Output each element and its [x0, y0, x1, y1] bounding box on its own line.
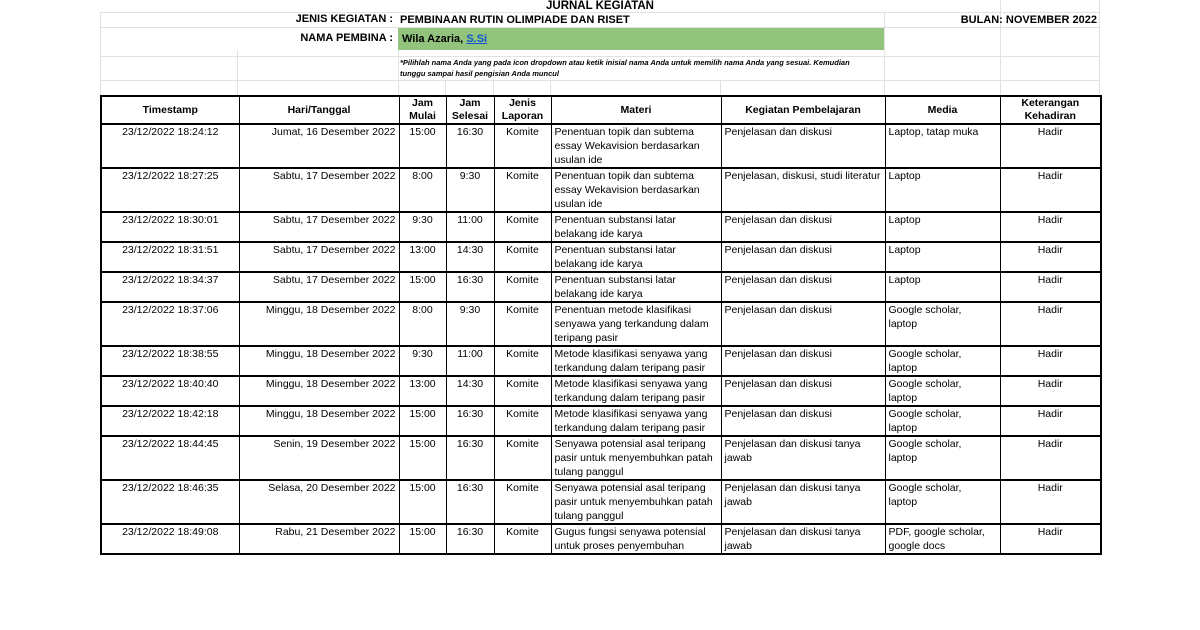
table-cell[interactable]: Komite	[494, 272, 551, 302]
table-cell[interactable]: Jumat, 16 Desember 2022	[239, 124, 399, 168]
table-row	[101, 302, 1101, 346]
column-header-kegiatan-pembelajaran[interactable]: Kegiatan Pembelajaran	[721, 96, 885, 124]
table-cell[interactable]: 23/12/2022 18:24:12	[101, 124, 239, 168]
table-cell[interactable]: PDF, google scholar, google docs	[885, 524, 1000, 554]
table-cell[interactable]: Komite	[494, 242, 551, 272]
pembina-degree-link[interactable]: S.Si	[466, 33, 488, 45]
table-row	[101, 212, 1101, 242]
table-cell[interactable]: Komite	[494, 346, 551, 376]
table-cell[interactable]: Penentuan substansi latar belakang ide karya	[551, 212, 721, 242]
table-cell[interactable]: 16:30	[446, 480, 494, 524]
table-cell[interactable]: Hadir	[1000, 272, 1101, 302]
table-cell[interactable]: 15:00	[399, 480, 446, 524]
table-cell[interactable]: Selasa, 20 Desember 2022	[239, 480, 399, 524]
table-cell[interactable]: 16:30	[446, 124, 494, 168]
table-cell[interactable]: Hadir	[1000, 436, 1101, 480]
table-cell[interactable]: Penjelasan dan diskusi	[721, 302, 885, 346]
table-cell[interactable]: Laptop	[885, 242, 1000, 272]
table-cell[interactable]: Hadir	[1000, 212, 1101, 242]
table-cell[interactable]: Penjelasan dan diskusi	[721, 346, 885, 376]
table-cell[interactable]: 23/12/2022 18:37:06	[101, 302, 239, 346]
column-header-keterangan-kehadiran[interactable]: Keterangan Kehadiran	[1000, 96, 1101, 124]
table-cell[interactable]: Laptop	[885, 272, 1000, 302]
dropdown-hint-note: *Pilihlah nama Anda yang pada icon dropdown atau ketik inisial nama Anda untuk memilih nama Anda yang sesuai. Kemudian tunggu sampai hasil pengisian Anda muncul	[400, 58, 850, 78]
table-row	[101, 406, 1101, 436]
table-cell[interactable]: Minggu, 18 Desember 2022	[239, 346, 399, 376]
spreadsheet-page	[100, 0, 1100, 630]
table-cell[interactable]: Senyawa potensial asal teripang pasir untuk menyembuhkan patah tulang panggul	[551, 480, 721, 524]
column-header-jenis-laporan[interactable]: Jenis Laporan	[494, 96, 551, 124]
table-cell[interactable]: Senyawa potensial asal teripang pasir untuk menyembuhkan patah tulang panggul	[551, 436, 721, 480]
gridline	[493, 80, 494, 95]
nama-pembina-label: NAMA PEMBINA :	[300, 32, 393, 44]
table-cell[interactable]: Penjelasan dan diskusi	[721, 406, 885, 436]
table-cell[interactable]: Laptop, tatap muka	[885, 124, 1000, 168]
table-cell[interactable]: Hadir	[1000, 346, 1101, 376]
table-row	[101, 168, 1101, 212]
table-cell[interactable]: 15:00	[399, 124, 446, 168]
table-cell[interactable]: Google scholar, laptop	[885, 406, 1000, 436]
table-cell[interactable]: Minggu, 18 Desember 2022	[239, 406, 399, 436]
table-cell[interactable]: Hadir	[1000, 124, 1101, 168]
table-cell[interactable]: Senin, 19 Desember 2022	[239, 436, 399, 480]
sheet-header-section	[100, 0, 1100, 95]
table-cell[interactable]: Minggu, 18 Desember 2022	[239, 302, 399, 346]
table-cell[interactable]: 23/12/2022 18:42:18	[101, 406, 239, 436]
table-cell[interactable]: 23/12/2022 18:30:01	[101, 212, 239, 242]
table-cell[interactable]: 23/12/2022 18:40:40	[101, 376, 239, 406]
table-cell[interactable]: 16:30	[446, 406, 494, 436]
table-cell[interactable]: 16:30	[446, 436, 494, 480]
bulan-value: BULAN: NOVEMBER 2022	[960, 14, 1097, 26]
table-cell[interactable]: 16:30	[446, 272, 494, 302]
table-row	[101, 480, 1101, 524]
table-row	[101, 524, 1101, 554]
table-cell[interactable]: Penentuan topik dan subtema essay Wekavision berdasarkan usulan ide	[551, 124, 721, 168]
table-cell[interactable]: 8:00	[399, 168, 446, 212]
table-row	[101, 242, 1101, 272]
table-cell[interactable]: 15:00	[399, 272, 446, 302]
table-cell[interactable]: Metode klasifikasi senyawa yang terkandung dalam teripang pasir	[551, 376, 721, 406]
table-cell[interactable]: 23/12/2022 18:27:25	[101, 168, 239, 212]
table-cell[interactable]: Komite	[494, 124, 551, 168]
table-cell[interactable]: 11:00	[446, 212, 494, 242]
table-cell[interactable]: 11:00	[446, 346, 494, 376]
table-cell[interactable]: 23/12/2022 18:38:55	[101, 346, 239, 376]
table-cell[interactable]: Komite	[494, 524, 551, 554]
table-header-row	[101, 96, 1101, 124]
table-cell[interactable]: Komite	[494, 212, 551, 242]
gridline	[100, 80, 1100, 81]
table-cell[interactable]: Penentuan topik dan subtema essay Wekavision berdasarkan usulan ide	[551, 168, 721, 212]
page-title: JURNAL KEGIATAN	[546, 0, 654, 12]
jenis-kegiatan-value: PEMBINAAN RUTIN OLIMPIADE DAN RISET	[400, 14, 630, 26]
table-cell[interactable]: Penjelasan dan diskusi	[721, 242, 885, 272]
pembina-name-cell[interactable]	[398, 28, 884, 50]
table-cell[interactable]: Metode klasifikasi senyawa yang terkandung dalam teripang pasir	[551, 346, 721, 376]
table-cell[interactable]: 23/12/2022 18:49:08	[101, 524, 239, 554]
column-header-hari-tanggal[interactable]: Hari/Tanggal	[239, 96, 399, 124]
column-header-jam-mulai[interactable]: Jam Mulai	[399, 96, 446, 124]
table-cell[interactable]: 23/12/2022 18:44:45	[101, 436, 239, 480]
table-cell[interactable]: Laptop	[885, 168, 1000, 212]
gridline	[884, 12, 885, 95]
table-cell[interactable]: 9:30	[446, 168, 494, 212]
table-cell[interactable]: Google scholar, laptop	[885, 346, 1000, 376]
table-cell[interactable]: Penjelasan dan diskusi	[721, 124, 885, 168]
table-cell[interactable]: Google scholar, laptop	[885, 376, 1000, 406]
table-cell[interactable]: Gugus fungsi senyawa potensial untuk proses penyembuhan	[551, 524, 721, 554]
table-row	[101, 376, 1101, 406]
table-cell[interactable]: 9:30	[399, 212, 446, 242]
table-cell[interactable]: Penentuan substansi latar belakang ide karya	[551, 242, 721, 272]
table-cell[interactable]: Komite	[494, 376, 551, 406]
table-cell[interactable]: Hadir	[1000, 376, 1101, 406]
table-row	[101, 124, 1101, 168]
gridline	[550, 80, 551, 95]
table-cell[interactable]: Penjelasan dan diskusi tanya jawab	[721, 436, 885, 480]
column-header-materi[interactable]: Materi	[551, 96, 721, 124]
table-cell[interactable]: Hadir	[1000, 406, 1101, 436]
table-cell[interactable]: Penjelasan dan diskusi tanya jawab	[721, 480, 885, 524]
table-cell[interactable]: 13:00	[399, 376, 446, 406]
table-cell[interactable]: 8:00	[399, 302, 446, 346]
table-cell[interactable]: Penjelasan dan diskusi	[721, 212, 885, 242]
table-row	[101, 436, 1101, 480]
table-cell[interactable]: 15:00	[399, 524, 446, 554]
table-cell[interactable]: Hadir	[1000, 302, 1101, 346]
gridline	[237, 50, 238, 95]
column-header-jam-selesai[interactable]: Jam Selesai	[446, 96, 494, 124]
table-cell[interactable]: Penjelasan dan diskusi	[721, 376, 885, 406]
table-cell[interactable]: 15:00	[399, 436, 446, 480]
journal-table	[100, 95, 1102, 555]
table-cell[interactable]: Penjelasan, diskusi, studi literatur	[721, 168, 885, 212]
table-cell[interactable]: Laptop	[885, 212, 1000, 242]
table-cell[interactable]: Hadir	[1000, 480, 1101, 524]
table-cell[interactable]: Penjelasan dan diskusi tanya jawab	[721, 524, 885, 554]
table-cell[interactable]: Hadir	[1000, 242, 1101, 272]
table-cell[interactable]: Minggu, 18 Desember 2022	[239, 376, 399, 406]
table-cell[interactable]: Sabtu, 17 Desember 2022	[239, 272, 399, 302]
table-cell[interactable]: Metode klasifikasi senyawa yang terkandung dalam teripang pasir	[551, 406, 721, 436]
table-cell[interactable]: Hadir	[1000, 524, 1101, 554]
table-cell[interactable]: 15:00	[399, 406, 446, 436]
table-cell[interactable]: 23/12/2022 18:34:37	[101, 272, 239, 302]
table-cell[interactable]: 23/12/2022 18:31:51	[101, 242, 239, 272]
table-cell[interactable]: 13:00	[399, 242, 446, 272]
column-header-media[interactable]: Media	[885, 96, 1000, 124]
table-cell[interactable]: Sabtu, 17 Desember 2022	[239, 168, 399, 212]
table-cell[interactable]: 14:30	[446, 376, 494, 406]
table-cell[interactable]: 16:30	[446, 524, 494, 554]
table-cell[interactable]: Hadir	[1000, 168, 1101, 212]
table-cell[interactable]: Komite	[494, 480, 551, 524]
table-cell[interactable]: 9:30	[399, 346, 446, 376]
table-cell[interactable]: 9:30	[446, 302, 494, 346]
pembina-name-text: Wila Azaria,	[402, 33, 464, 45]
table-row	[101, 346, 1101, 376]
table-cell[interactable]: Google scholar, laptop	[885, 302, 1000, 346]
gridline	[720, 80, 721, 95]
column-header-timestamp[interactable]: Timestamp	[101, 96, 239, 124]
table-cell[interactable]: Penentuan metode klasifikasi senyawa yang terkandung dalam teripang pasir	[551, 302, 721, 346]
jenis-kegiatan-label: JENIS KEGIATAN :	[295, 13, 393, 25]
gridline	[398, 50, 399, 95]
table-cell[interactable]: 23/12/2022 18:46:35	[101, 480, 239, 524]
table-cell[interactable]: Komite	[494, 302, 551, 346]
table-cell[interactable]: Google scholar, laptop	[885, 436, 1000, 480]
table-cell[interactable]: Google scholar, laptop	[885, 480, 1000, 524]
table-cell[interactable]: Komite	[494, 406, 551, 436]
table-cell[interactable]: Sabtu, 17 Desember 2022	[239, 212, 399, 242]
gridline	[1099, 0, 1100, 95]
table-cell[interactable]: Sabtu, 17 Desember 2022	[239, 242, 399, 272]
table-cell[interactable]: Komite	[494, 436, 551, 480]
gridline	[445, 80, 446, 95]
table-cell[interactable]: Penjelasan dan diskusi	[721, 272, 885, 302]
table-cell[interactable]: 14:30	[446, 242, 494, 272]
table-cell[interactable]: Penentuan substansi latar belakang ide karya	[551, 272, 721, 302]
table-cell[interactable]: Komite	[494, 168, 551, 212]
table-cell[interactable]: Rabu, 21 Desember 2022	[239, 524, 399, 554]
table-row	[101, 272, 1101, 302]
